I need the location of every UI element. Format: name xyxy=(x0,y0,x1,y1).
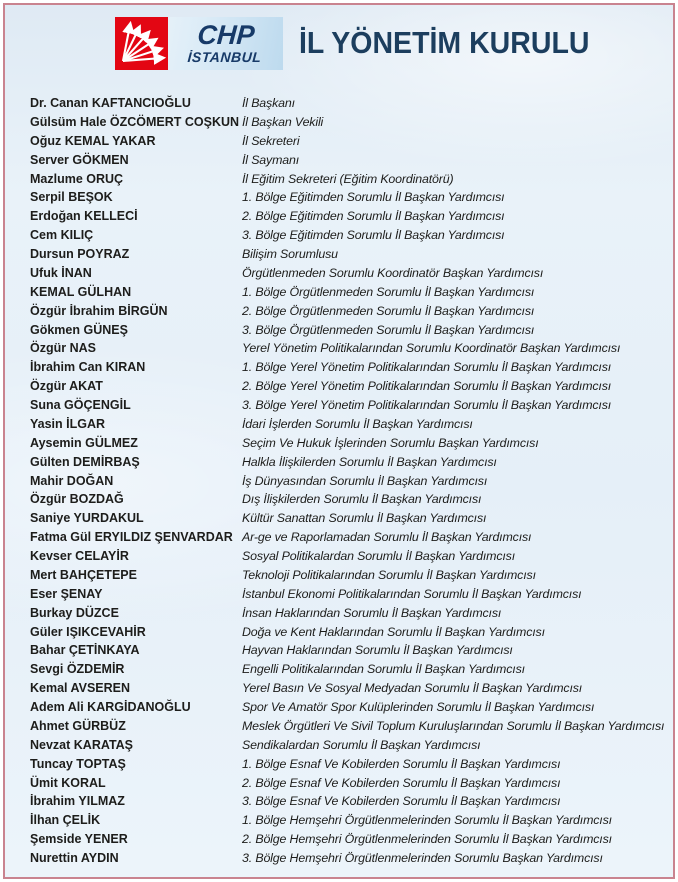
member-row xyxy=(30,625,663,639)
member-role: İl Sekreteri xyxy=(242,133,300,148)
member-row xyxy=(30,568,663,582)
member-row xyxy=(30,209,663,223)
member-role: Doğa ve Kent Haklarından Sorumlu İl Başkan Yardımcısı xyxy=(242,624,545,639)
member-role: 1. Bölge Örgütlenmeden Sorumlu İl Başkan Yardımcısı xyxy=(242,284,535,299)
member-role: 1. Bölge Esnaf Ve Kobilerden Sorumlu İl Başkan Yardımcısı xyxy=(242,756,561,771)
member-role: İl Başkan Vekili xyxy=(242,114,324,129)
member-row xyxy=(30,700,663,714)
member-name: Sevgi ÖZDEMİR xyxy=(30,662,125,677)
member-name: Ahmet GÜRBÜZ xyxy=(30,718,126,733)
member-row xyxy=(30,530,663,544)
member-row xyxy=(30,285,663,299)
chp-logo-text xyxy=(167,22,285,64)
member-row xyxy=(30,341,663,355)
member-row xyxy=(30,134,663,148)
member-name: Kemal AVSEREN xyxy=(30,681,131,696)
member-role: 3. Bölge Örgütlenmeden Sorumlu İl Başkan Yardımcısı xyxy=(242,322,535,337)
member-row xyxy=(30,304,663,318)
member-role: İl Başkanı xyxy=(242,96,295,110)
chp-logo xyxy=(115,17,283,70)
member-name: Güler IŞIKCEVAHİR xyxy=(30,624,146,639)
member-role: İş Dünyasından Sorumlu İl Başkan Yardımcısı xyxy=(242,473,488,488)
member-row xyxy=(30,474,663,488)
member-name: Dursun POYRAZ xyxy=(30,247,130,261)
member-role: Meslek Örgütleri Ve Sivil Toplum Kuruluşlarından Sorumlu İl Başkan Yardımcısı xyxy=(242,718,665,733)
member-role: İl Eğitim Sekreteri (Eğitim Koordinatörü) xyxy=(242,171,454,186)
member-name: Özgür NAS xyxy=(30,341,96,356)
member-role: İnsan Haklarından Sorumlu İl Başkan Yardımcısı xyxy=(242,605,502,620)
member-name: Erdoğan KELLECİ xyxy=(30,209,138,224)
member-name: Özgür AKAT xyxy=(30,379,103,394)
member-role: 2. Bölge Eğitimden Sorumlu İl Başkan Yardımcısı xyxy=(242,209,505,224)
member-name: Özgür BOZDAĞ xyxy=(30,492,124,507)
member-name: Dr. Canan KAFTANCIOĞLU xyxy=(30,96,191,110)
member-role: Seçim Ve Hukuk İşlerinden Sorumlu Başkan Yardımcısı xyxy=(242,435,539,450)
logo-city-label: İSTANBUL xyxy=(187,49,262,65)
member-name: Suna GÖÇENGİL xyxy=(30,398,131,412)
member-row xyxy=(30,719,663,733)
member-name: İlhan ÇELİK xyxy=(30,813,101,828)
member-role: 3. Bölge Eğitimden Sorumlu İl Başkan Yardımcısı xyxy=(242,228,505,243)
member-role: 3. Bölge Esnaf Ve Kobilerden Sorumlu İl Başkan Yardımcısı xyxy=(242,794,561,809)
member-name: Cem KILIÇ xyxy=(30,228,94,243)
member-role: Örgütlenmeden Sorumlu Koordinatör Başkan Yardımcısı xyxy=(242,265,544,280)
member-role: İdari İşlerden Sorumlu İl Başkan Yardımcısı xyxy=(242,416,473,431)
member-row xyxy=(30,398,663,412)
member-name: Gökmen GÜNEŞ xyxy=(30,322,128,337)
member-row xyxy=(30,417,663,431)
logo-org-label: CHP xyxy=(196,20,256,50)
member-name: Serpil BEŞOK xyxy=(30,190,113,205)
member-row xyxy=(30,266,663,280)
member-name: Nevzat KARATAŞ xyxy=(30,737,134,752)
member-row xyxy=(30,587,663,601)
member-role: 3. Bölge Yerel Yönetim Politikalarından Sorumlu İl Başkan Yardımcısı xyxy=(242,398,612,412)
page-title: İL YÖNETİM KURULU xyxy=(299,25,590,60)
member-role: 2. Bölge Örgütlenmeden Sorumlu İl Başkan Yardımcısı xyxy=(242,303,535,318)
member-row xyxy=(30,511,663,525)
member-name: Kevser CELAYİR xyxy=(30,549,129,563)
member-name: Mazlume ORUÇ xyxy=(30,171,124,186)
member-name: İbrahim Can KIRAN xyxy=(30,360,146,375)
member-name: Mahir DOĞAN xyxy=(30,473,114,488)
member-row xyxy=(30,153,663,167)
member-row xyxy=(30,96,663,110)
member-role: Dış İlişkilerden Sorumlu İl Başkan Yardımcısı xyxy=(242,492,482,507)
member-role: Yerel Yönetim Politikalarından Sorumlu Koordinatör Başkan Yardımcısı xyxy=(242,341,621,356)
member-name: Şemside YENER xyxy=(30,832,128,847)
member-role: İstanbul Ekonomi Politikalarından Sorumlu İl Başkan Yardımcısı xyxy=(242,586,582,601)
member-name: Server GÖKMEN xyxy=(30,152,129,167)
member-row xyxy=(30,115,663,129)
member-role: 3. Bölge Hemşehri Örgütlenmelerinden Sorumlu Başkan Yardımcısı xyxy=(242,851,603,865)
member-name: Fatma Gül ERYILDIZ ŞENVARDAR xyxy=(30,530,233,545)
member-role: Ar-ge ve Raporlamadan Sorumlu İl Başkan Yardımcısı xyxy=(242,530,532,545)
member-row xyxy=(30,776,663,790)
member-row xyxy=(30,738,663,752)
header xyxy=(115,16,661,70)
member-role: Bilişim Sorumlusu xyxy=(242,247,338,261)
member-row xyxy=(30,360,663,374)
member-name: Saniye YURDAKUL xyxy=(30,511,144,526)
member-role: Sendikalardan Sorumlu İl Başkan Yardımcısı xyxy=(242,737,481,752)
member-name: Nurettin AYDIN xyxy=(30,851,119,865)
member-name: Ufuk İNAN xyxy=(30,265,92,280)
member-role: Hayvan Haklarından Sorumlu İl Başkan Yardımcısı xyxy=(242,643,513,658)
member-role: Sosyal Politikalardan Sorumlu İl Başkan Yardımcısı xyxy=(242,549,516,563)
member-name: Özgür İbrahim BİRGÜN xyxy=(30,303,168,318)
member-name: KEMAL GÜLHAN xyxy=(30,284,132,299)
member-role: Teknoloji Politikalarından Sorumlu İl Başkan Yardımcısı xyxy=(242,567,536,582)
member-row xyxy=(30,436,663,450)
member-role: Yerel Basın Ve Sosyal Medyadan Sorumlu İl Başkan Yardımcısı xyxy=(242,681,583,696)
member-role: İl Saymanı xyxy=(242,152,300,167)
member-row xyxy=(30,455,663,469)
member-role: 1. Bölge Eğitimden Sorumlu İl Başkan Yardımcısı xyxy=(242,190,505,205)
member-row xyxy=(30,323,663,337)
member-name: Gülten DEMİRBAŞ xyxy=(30,454,140,469)
member-name: Tuncay TOPTAŞ xyxy=(30,756,126,771)
member-name: Burkay DÜZCE xyxy=(30,605,119,620)
member-name: Adem Ali KARGİDANOĞLU xyxy=(30,700,191,714)
member-row xyxy=(30,662,663,676)
member-name: Eser ŞENAY xyxy=(30,586,103,601)
member-role: 2. Bölge Esnaf Ve Kobilerden Sorumlu İl Başkan Yardımcısı xyxy=(242,775,561,790)
member-name: Mert BAHÇETEPE xyxy=(30,567,137,582)
member-row xyxy=(30,851,663,865)
member-row xyxy=(30,794,663,808)
member-role: 1. Bölge Yerel Yönetim Politikalarından Sorumlu İl Başkan Yardımcısı xyxy=(242,360,612,375)
chp-sun-arrows-icon xyxy=(115,17,168,70)
member-role: 1. Bölge Hemşehri Örgütlenmelerinden Sorumlu İl Başkan Yardımcısı xyxy=(242,813,612,828)
member-name: Yasin İLGAR xyxy=(30,416,106,431)
poster-frame xyxy=(3,3,675,879)
member-row xyxy=(30,832,663,846)
member-row xyxy=(30,247,663,261)
member-role: 2. Bölge Yerel Yönetim Politikalarından Sorumlu İl Başkan Yardımcısı xyxy=(242,379,612,394)
member-name: İbrahim YILMAZ xyxy=(30,794,125,809)
member-row xyxy=(30,643,663,657)
member-name: Bahar ÇETİNKAYA xyxy=(30,643,140,658)
member-row xyxy=(30,228,663,242)
member-row xyxy=(30,681,663,695)
member-name: Aysemin GÜLMEZ xyxy=(30,435,138,450)
member-row xyxy=(30,190,663,204)
member-row xyxy=(30,813,663,827)
member-list xyxy=(30,96,663,865)
member-row xyxy=(30,172,663,186)
member-row xyxy=(30,492,663,506)
member-role: Spor Ve Amatör Spor Kulüplerinden Sorumlu İl Başkan Yardımcısı xyxy=(242,700,595,714)
member-role: Kültür Sanattan Sorumlu İl Başkan Yardımcısı xyxy=(242,511,487,526)
member-row xyxy=(30,379,663,393)
member-name: Gülsüm Hale ÖZCÖMERT COŞKUN xyxy=(30,114,240,129)
member-name: Oğuz KEMAL YAKAR xyxy=(30,133,156,148)
member-row xyxy=(30,606,663,620)
member-role: 2. Bölge Hemşehri Örgütlenmelerinden Sorumlu İl Başkan Yardımcısı xyxy=(242,832,612,847)
member-role: Engelli Politikalarından Sorumlu İl Başkan Yardımcısı xyxy=(242,662,525,677)
member-row xyxy=(30,757,663,771)
member-name: Ümit KORAL xyxy=(30,775,106,790)
member-row xyxy=(30,549,663,563)
member-role: Halkla İlişkilerden Sorumlu İl Başkan Yardımcısı xyxy=(242,454,497,469)
